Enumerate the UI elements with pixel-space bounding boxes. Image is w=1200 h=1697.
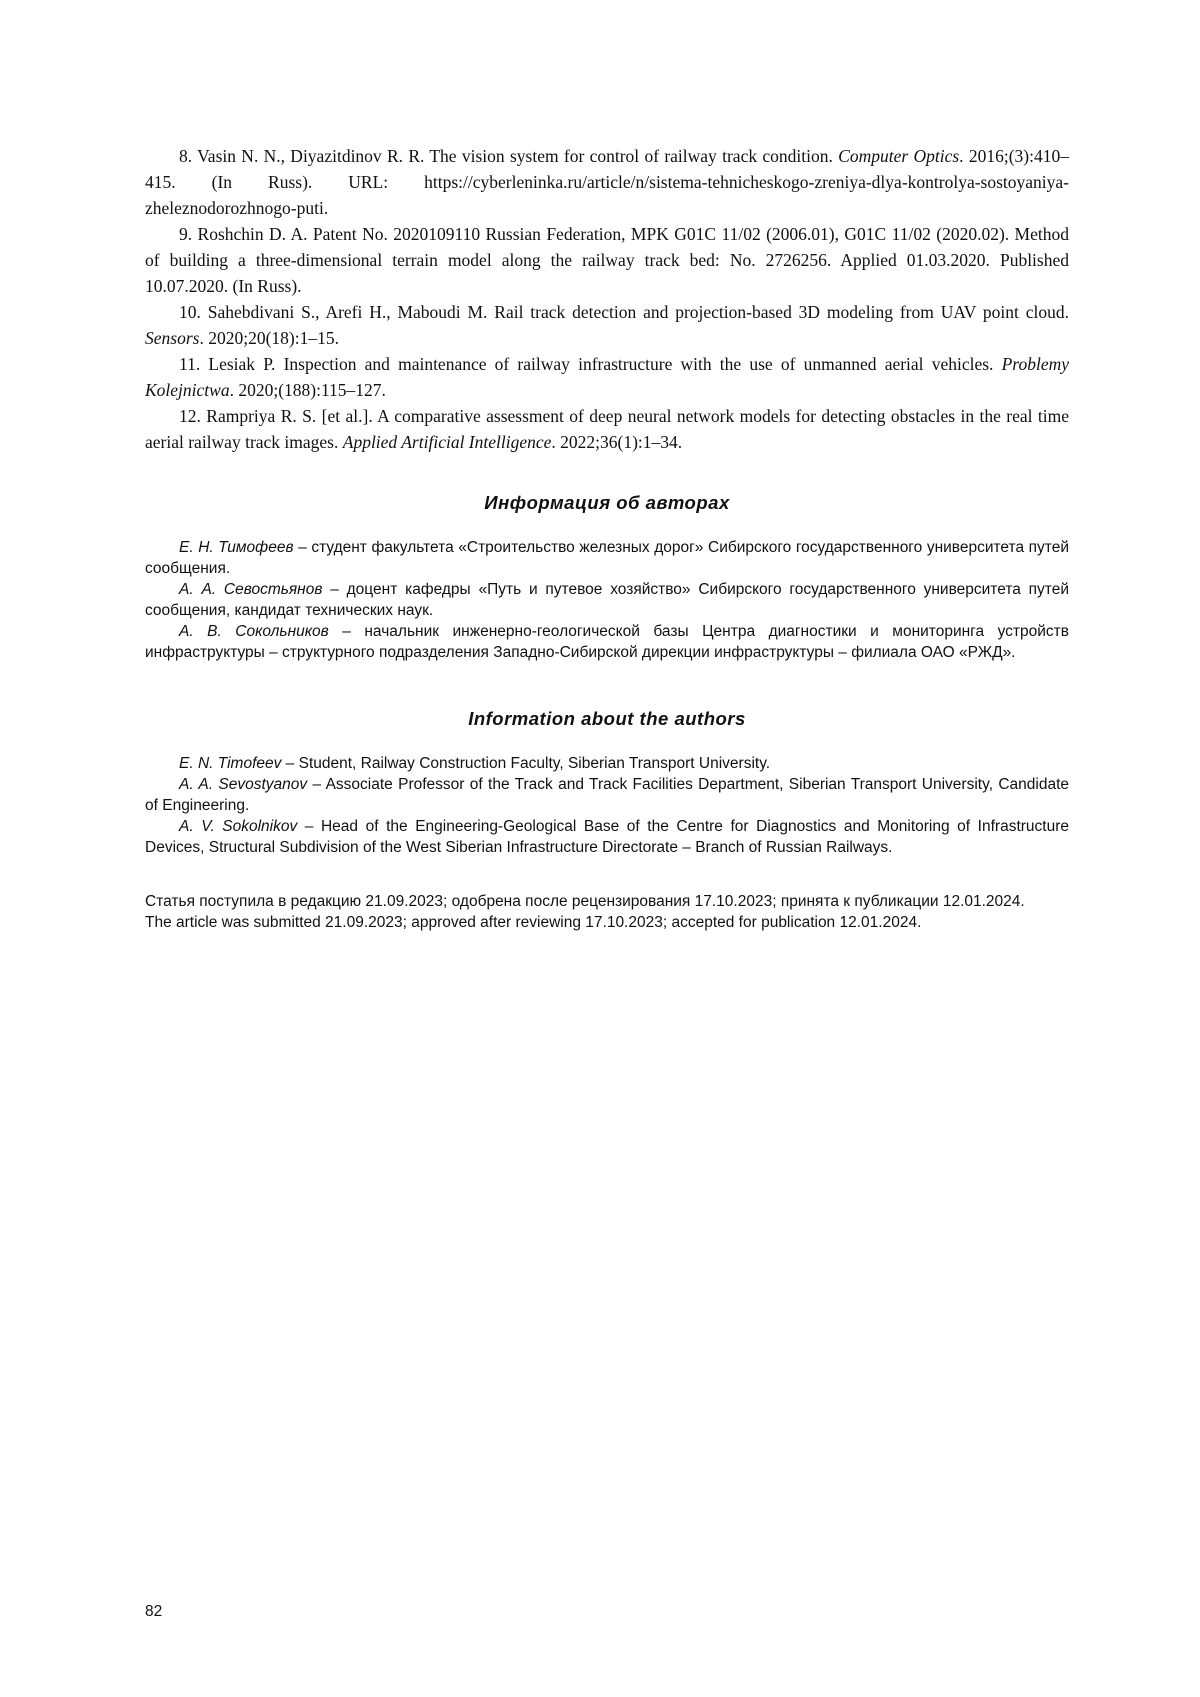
reference-item: 11. Lesiak P. Inspection and maintenance of railway infrastructure with the use of unmanned aerial vehicles. Problemy Kolejnictwa. 2020;(188):115–127. [145,354,1069,400]
author-entry [145,774,1069,816]
authors-info-en [145,707,1069,858]
author-name: A. A. Sevostyanov [179,776,308,793]
article-dates [145,891,1069,933]
author-name: А. В. Сокольников [179,623,329,640]
author-name: E. N. Timofeev [179,755,282,772]
article-dates-en: The article was submitted 21.09.2023; approved after reviewing 17.10.2023; accepted for publication 12.01.2024. [145,914,922,931]
author-description: – Head of the Engineering-Geological Base of the Centre for Diagnostics and Monitoring of Infrastructure Devices, Structural Subdivision of the West Siberian Infrastructure Directorate – Branch of Russian Railways. [145,818,1069,856]
author-description: – студент факультета «Строительство железных дорог» Сибирского государственного университета путей сообщения. [145,539,1069,577]
author-entry [145,537,1069,579]
article-dates-ru: Статья поступила в редакцию 21.09.2023; одобрена после рецензирования 17.10.2023; принята к публикации 12.01.2024. [145,893,1025,910]
reference-item: 10. Sahebdivani S., Arefi H., Maboudi M. Rail track detection and projection-based 3D modeling from UAV point cloud. Sensors. 2020;20(18):1–15. [145,302,1069,348]
journal-title: Problemy Kolejnictwa [145,354,1069,400]
author-description: – Student, Railway Construction Faculty, Siberian Transport University. [281,755,771,772]
reference-item: 12. Rampriya R. S. [et al.]. A comparative assessment of deep neural network models for detecting obstacles in the real time aerial railway track images. Applied Artificial Intelligence. 2022;36(1):1–34. [145,406,1069,452]
author-name: A. V. Sokolnikov [179,818,298,835]
author-description: – Associate Professor of the Track and Track Facilities Department, Siberian Transport University, Candidate of Engineering. [145,776,1069,814]
author-name: Е. Н. Тимофеев [179,539,294,556]
references-list [145,143,1069,455]
author-name: А. А. Севостьянов [179,581,323,598]
author-entry [145,579,1069,621]
journal-title: Computer Optics [838,146,960,166]
author-description: – доцент кафедры «Путь и путевое хозяйство» Сибирского государственного университета путей сообщения, кандидат технических наук. [145,581,1070,619]
authors-heading-en: Information about the authors [468,708,746,729]
author-description: – начальник инженерно-геологической базы Центра диагностики и мониторинга устройств инфраструктуры – структурного подразделения Западно-Сибирской дирекции инфраструктуры – филиала ОАО «РЖД». [145,623,1070,661]
authors-heading-ru: Информация об авторах [484,492,730,513]
author-entry [145,621,1069,663]
reference-item: 8. Vasin N. N., Diyazitdinov R. R. The vision system for control of railway track condition. Computer Optics. 2016;(3):410–415. (In Russ). URL: https://cyberleninka.ru/article/n/sistema-tehnicheskogo-zreniya-dlya-kontrolya-sostoyaniya-zheleznodorozhnogo-puti. [145,146,1069,218]
journal-title: Applied Artificial Intelligence [342,432,552,452]
author-entry [145,753,1069,774]
reference-item: 9. Roshchin D. A. Patent No. 2020109110 Russian Federation, MPK G01C 11/02 (2006.01), G01C 11/02 (2020.02). Method of building a three-dimensional terrain model along the railway track bed: No. 2726256. Applied 01.03.2020. Published 10.07.2020. (In Russ). [145,224,1069,296]
author-entry [145,816,1069,858]
journal-title: Sensors [145,328,200,348]
page-number: 82 [145,1603,163,1620]
authors-info-ru [145,491,1069,663]
